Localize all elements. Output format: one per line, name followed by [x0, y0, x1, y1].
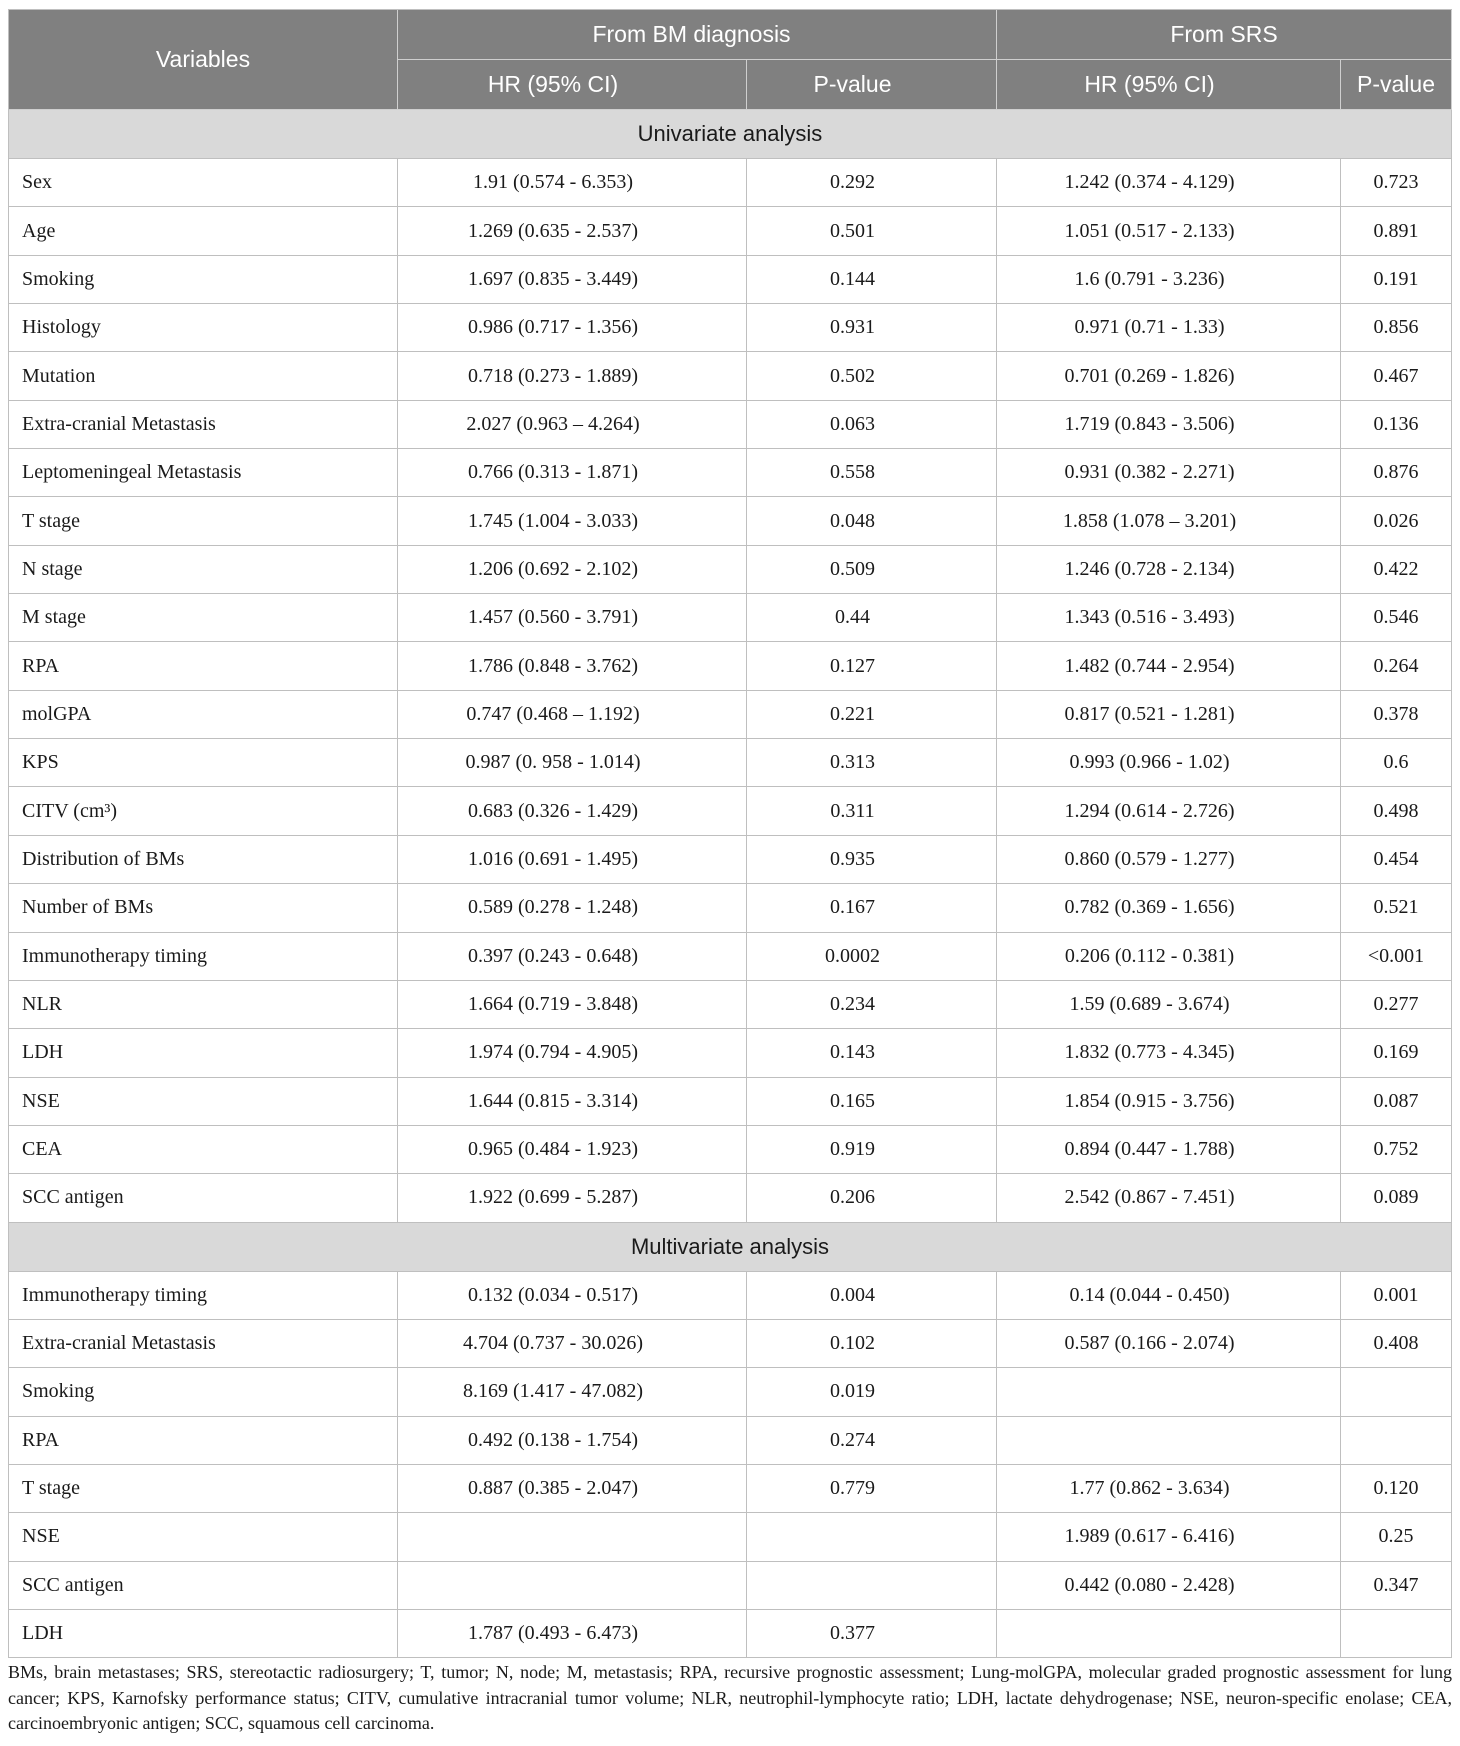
bm-hr-cell: 0.766 (0.313 - 1.871): [398, 449, 747, 497]
srs-p-value-cell: 0.876: [1341, 449, 1452, 497]
bm-p-value-cell: 0.0002: [747, 933, 997, 981]
bm-hr-cell: 4.704 (0.737 - 30.026): [398, 1320, 747, 1368]
srs-hr-cell: 0.931 (0.382 - 2.271): [997, 449, 1341, 497]
srs-hr-cell: 1.989 (0.617 - 6.416): [997, 1513, 1341, 1561]
bm-hr-cell: 1.644 (0.815 - 3.314): [398, 1078, 747, 1126]
bm-hr-cell: 1.269 (0.635 - 2.537): [398, 207, 747, 255]
variable-cell: NSE: [9, 1513, 398, 1561]
variable-cell: Distribution of BMs: [9, 836, 398, 884]
table-row: [9, 1029, 1452, 1077]
table-row: [9, 159, 1452, 207]
variable-cell: Smoking: [9, 1368, 398, 1416]
bm-hr-cell: 0.887 (0.385 - 2.047): [398, 1465, 747, 1513]
srs-hr-cell: 0.701 (0.269 - 1.826): [997, 352, 1341, 400]
bm-p-value-cell: 0.558: [747, 449, 997, 497]
variable-cell: Immunotherapy timing: [9, 1272, 398, 1320]
bm-hr-cell: 8.169 (1.417 - 47.082): [398, 1368, 747, 1416]
table-row: [9, 884, 1452, 932]
bm-p-value-cell: 0.127: [747, 642, 997, 690]
bm-hr-cell: 0.589 (0.278 - 1.248): [398, 884, 747, 932]
srs-p-value-cell: 0.6: [1341, 739, 1452, 787]
bm-hr-cell: 0.397 (0.243 - 0.648): [398, 933, 747, 981]
bm-p-value-cell: 0.144: [747, 256, 997, 304]
header-srs-p-value: P-value: [1341, 60, 1452, 110]
footnote-line: cancer; KPS, Karnofsky performance status; CITV, cumulative intracranial tumor volume; NLR, neutrophil-lymphocyte ratio; LDH, lactate dehydrogenase; NSE, neuron-specific enolase; CEA,: [8, 1687, 1452, 1708]
bm-hr-cell: 0.747 (0.468 – 1.192): [398, 691, 747, 739]
table-row: [9, 1078, 1452, 1126]
variable-cell: Sex: [9, 159, 398, 207]
bm-p-value-cell: 0.206: [747, 1174, 997, 1222]
variable-cell: Immunotherapy timing: [9, 933, 398, 981]
bm-hr-cell: 0.683 (0.326 - 1.429): [398, 787, 747, 835]
bm-hr-cell: 1.457 (0.560 - 3.791): [398, 594, 747, 642]
table-row: [9, 1272, 1452, 1320]
header-group-bm: [398, 10, 997, 110]
section-multivariate-analysis: Multivariate analysis: [9, 1223, 1452, 1272]
srs-hr-cell: [997, 1610, 1341, 1658]
table-row: [9, 981, 1452, 1029]
table-row: [9, 642, 1452, 690]
header-variables: Variables: [9, 10, 398, 110]
bm-p-value-cell: 0.377: [747, 1610, 997, 1658]
variable-cell: NLR: [9, 981, 398, 1029]
bm-p-value-cell: 0.292: [747, 159, 997, 207]
variable-cell: M stage: [9, 594, 398, 642]
srs-p-value-cell: 0.891: [1341, 207, 1452, 255]
srs-p-value-cell: 0.277: [1341, 981, 1452, 1029]
srs-p-value-cell: 0.454: [1341, 836, 1452, 884]
table-row: [9, 933, 1452, 981]
variable-cell: NSE: [9, 1078, 398, 1126]
srs-hr-cell: 1.832 (0.773 - 4.345): [997, 1029, 1341, 1077]
srs-p-value-cell: 0.089: [1341, 1174, 1452, 1222]
srs-hr-cell: 1.858 (1.078 – 3.201): [997, 497, 1341, 545]
srs-hr-cell: 0.971 (0.71 - 1.33): [997, 304, 1341, 352]
bm-hr-cell: 1.974 (0.794 - 4.905): [398, 1029, 747, 1077]
bm-p-value-cell: 0.167: [747, 884, 997, 932]
bm-p-value-cell: 0.019: [747, 1368, 997, 1416]
table-row: [9, 1174, 1452, 1222]
bm-p-value-cell: 0.931: [747, 304, 997, 352]
srs-p-value-cell: 0.546: [1341, 594, 1452, 642]
table-header: [9, 10, 1452, 110]
bm-p-value-cell: [747, 1513, 997, 1561]
variable-cell: Age: [9, 207, 398, 255]
table-row: [9, 787, 1452, 835]
bm-hr-cell: 1.697 (0.835 - 3.449): [398, 256, 747, 304]
bm-p-value-cell: 0.234: [747, 981, 997, 1029]
bm-hr-cell: 0.718 (0.273 - 1.889): [398, 352, 747, 400]
srs-p-value-cell: 0.422: [1341, 546, 1452, 594]
bm-hr-cell: 1.016 (0.691 - 1.495): [398, 836, 747, 884]
bm-p-value-cell: 0.313: [747, 739, 997, 787]
variable-cell: SCC antigen: [9, 1174, 398, 1222]
bm-hr-cell: 1.91 (0.574 - 6.353): [398, 159, 747, 207]
table-row: [9, 1562, 1452, 1610]
header-group-srs: [997, 10, 1452, 110]
variable-cell: Extra-cranial Metastasis: [9, 1320, 398, 1368]
table-row: [9, 836, 1452, 884]
srs-p-value-cell: 0.723: [1341, 159, 1452, 207]
srs-p-value-cell: 0.856: [1341, 304, 1452, 352]
srs-hr-cell: 1.294 (0.614 - 2.726): [997, 787, 1341, 835]
srs-hr-cell: 1.59 (0.689 - 3.674): [997, 981, 1341, 1029]
variable-cell: Smoking: [9, 256, 398, 304]
bm-p-value-cell: 0.779: [747, 1465, 997, 1513]
srs-hr-cell: 0.587 (0.166 - 2.074): [997, 1320, 1341, 1368]
table-row: [9, 352, 1452, 400]
table-row: [9, 1465, 1452, 1513]
bm-p-value-cell: 0.221: [747, 691, 997, 739]
srs-p-value-cell: 0.120: [1341, 1465, 1452, 1513]
variable-cell: Leptomeningeal Metastasis: [9, 449, 398, 497]
bm-hr-cell: 0.132 (0.034 - 0.517): [398, 1272, 747, 1320]
table-row: [9, 304, 1452, 352]
srs-hr-cell: 1.246 (0.728 - 2.134): [997, 546, 1341, 594]
header-from-bm-diagnosis: From BM diagnosis: [398, 10, 997, 60]
header-bm-p-value: P-value: [747, 60, 997, 110]
bm-p-value-cell: 0.44: [747, 594, 997, 642]
srs-p-value-cell: 0.191: [1341, 256, 1452, 304]
bm-p-value-cell: 0.165: [747, 1078, 997, 1126]
variable-cell: CITV (cm³): [9, 787, 398, 835]
srs-hr-cell: 1.482 (0.744 - 2.954): [997, 642, 1341, 690]
srs-hr-cell: 1.051 (0.517 - 2.133): [997, 207, 1341, 255]
srs-p-value-cell: 0.136: [1341, 401, 1452, 449]
table-body: [9, 110, 1452, 1658]
bm-hr-cell: 1.664 (0.719 - 3.848): [398, 981, 747, 1029]
table-footnote: [8, 1660, 1452, 1737]
variable-cell: Extra-cranial Metastasis: [9, 401, 398, 449]
section-univariate-analysis: Univariate analysis: [9, 110, 1452, 159]
srs-hr-cell: 0.442 (0.080 - 2.428): [997, 1562, 1341, 1610]
bm-p-value-cell: 0.102: [747, 1320, 997, 1368]
bm-hr-cell: 1.206 (0.692 - 2.102): [398, 546, 747, 594]
srs-hr-cell: 0.206 (0.112 - 0.381): [997, 933, 1341, 981]
table-row: [9, 401, 1452, 449]
srs-p-value-cell: 0.408: [1341, 1320, 1452, 1368]
bm-hr-cell: 0.986 (0.717 - 1.356): [398, 304, 747, 352]
variable-cell: T stage: [9, 1465, 398, 1513]
srs-hr-cell: 0.14 (0.044 - 0.450): [997, 1272, 1341, 1320]
bm-p-value-cell: 0.004: [747, 1272, 997, 1320]
srs-hr-cell: 1.854 (0.915 - 3.756): [997, 1078, 1341, 1126]
bm-hr-cell: 2.027 (0.963 – 4.264): [398, 401, 747, 449]
variable-cell: LDH: [9, 1610, 398, 1658]
header-bm-hr: HR (95% CI): [398, 60, 747, 110]
variable-cell: T stage: [9, 497, 398, 545]
variable-cell: Histology: [9, 304, 398, 352]
bm-hr-cell: 0.492 (0.138 - 1.754): [398, 1417, 747, 1465]
srs-p-value-cell: 0.25: [1341, 1513, 1452, 1561]
table-row: [9, 1417, 1452, 1465]
srs-hr-cell: 0.782 (0.369 - 1.656): [997, 884, 1341, 932]
srs-p-value-cell: [1341, 1417, 1452, 1465]
bm-p-value-cell: 0.311: [747, 787, 997, 835]
srs-p-value-cell: 0.169: [1341, 1029, 1452, 1077]
footnote-line: carcinoembryonic antigen; SCC, squamous cell carcinoma.: [8, 1713, 435, 1733]
srs-hr-cell: 0.860 (0.579 - 1.277): [997, 836, 1341, 884]
srs-hr-cell: 1.719 (0.843 - 3.506): [997, 401, 1341, 449]
srs-p-value-cell: 0.467: [1341, 352, 1452, 400]
bm-p-value-cell: 0.063: [747, 401, 997, 449]
table-row: [9, 1126, 1452, 1174]
srs-p-value-cell: 0.498: [1341, 787, 1452, 835]
srs-p-value-cell: <0.001: [1341, 933, 1452, 981]
variable-cell: RPA: [9, 642, 398, 690]
variable-cell: Mutation: [9, 352, 398, 400]
srs-p-value-cell: 0.026: [1341, 497, 1452, 545]
variable-cell: LDH: [9, 1029, 398, 1077]
bm-hr-cell: 0.987 (0. 958 - 1.014): [398, 739, 747, 787]
table-row: [9, 1610, 1452, 1658]
bm-p-value-cell: 0.143: [747, 1029, 997, 1077]
srs-hr-cell: [997, 1417, 1341, 1465]
bm-p-value-cell: 0.509: [747, 546, 997, 594]
variable-cell: SCC antigen: [9, 1562, 398, 1610]
srs-p-value-cell: [1341, 1368, 1452, 1416]
table-row: [9, 1320, 1452, 1368]
bm-p-value-cell: [747, 1562, 997, 1610]
variable-cell: molGPA: [9, 691, 398, 739]
table-row: [9, 207, 1452, 255]
srs-hr-cell: 1.242 (0.374 - 4.129): [997, 159, 1341, 207]
bm-hr-cell: 1.922 (0.699 - 5.287): [398, 1174, 747, 1222]
srs-p-value-cell: 0.347: [1341, 1562, 1452, 1610]
variable-cell: N stage: [9, 546, 398, 594]
table-row: [9, 546, 1452, 594]
bm-p-value-cell: 0.501: [747, 207, 997, 255]
bm-hr-cell: 0.965 (0.484 - 1.923): [398, 1126, 747, 1174]
srs-hr-cell: 1.6 (0.791 - 3.236): [997, 256, 1341, 304]
bm-p-value-cell: 0.919: [747, 1126, 997, 1174]
srs-p-value-cell: 0.001: [1341, 1272, 1452, 1320]
srs-p-value-cell: 0.264: [1341, 642, 1452, 690]
variable-cell: RPA: [9, 1417, 398, 1465]
table-row: [9, 449, 1452, 497]
table-row: [9, 256, 1452, 304]
bm-p-value-cell: 0.048: [747, 497, 997, 545]
results-table: [8, 9, 1452, 1658]
srs-p-value-cell: 0.087: [1341, 1078, 1452, 1126]
bm-p-value-cell: 0.935: [747, 836, 997, 884]
bm-hr-cell: [398, 1513, 747, 1561]
variable-cell: KPS: [9, 739, 398, 787]
bm-hr-cell: [398, 1562, 747, 1610]
table-row: [9, 594, 1452, 642]
bm-p-value-cell: 0.502: [747, 352, 997, 400]
header-srs-hr: HR (95% CI): [997, 60, 1341, 110]
srs-p-value-cell: 0.752: [1341, 1126, 1452, 1174]
table-row: [9, 1368, 1452, 1416]
srs-p-value-cell: [1341, 1610, 1452, 1658]
table-row: [9, 1513, 1452, 1561]
srs-p-value-cell: 0.378: [1341, 691, 1452, 739]
srs-hr-cell: 2.542 (0.867 - 7.451): [997, 1174, 1341, 1222]
header-from-srs: From SRS: [997, 10, 1452, 60]
variable-cell: Number of BMs: [9, 884, 398, 932]
srs-hr-cell: 0.993 (0.966 - 1.02): [997, 739, 1341, 787]
srs-hr-cell: 0.817 (0.521 - 1.281): [997, 691, 1341, 739]
bm-hr-cell: 1.745 (1.004 - 3.033): [398, 497, 747, 545]
srs-hr-cell: 0.894 (0.447 - 1.788): [997, 1126, 1341, 1174]
table-row: [9, 691, 1452, 739]
srs-hr-cell: [997, 1368, 1341, 1416]
table-row: [9, 497, 1452, 545]
bm-hr-cell: 1.786 (0.848 - 3.762): [398, 642, 747, 690]
srs-p-value-cell: 0.521: [1341, 884, 1452, 932]
bm-hr-cell: 1.787 (0.493 - 6.473): [398, 1610, 747, 1658]
variable-cell: CEA: [9, 1126, 398, 1174]
bm-p-value-cell: 0.274: [747, 1417, 997, 1465]
table-row: [9, 739, 1452, 787]
footnote-line: BMs, brain metastases; SRS, stereotactic radiosurgery; T, tumor; N, node; M, metastasis; RPA, recursive prognostic assessment; Lung-molGPA, molecular graded prognostic assessment for lung: [8, 1662, 1452, 1682]
srs-hr-cell: 1.77 (0.862 - 3.634): [997, 1465, 1341, 1513]
srs-hr-cell: 1.343 (0.516 - 3.493): [997, 594, 1341, 642]
